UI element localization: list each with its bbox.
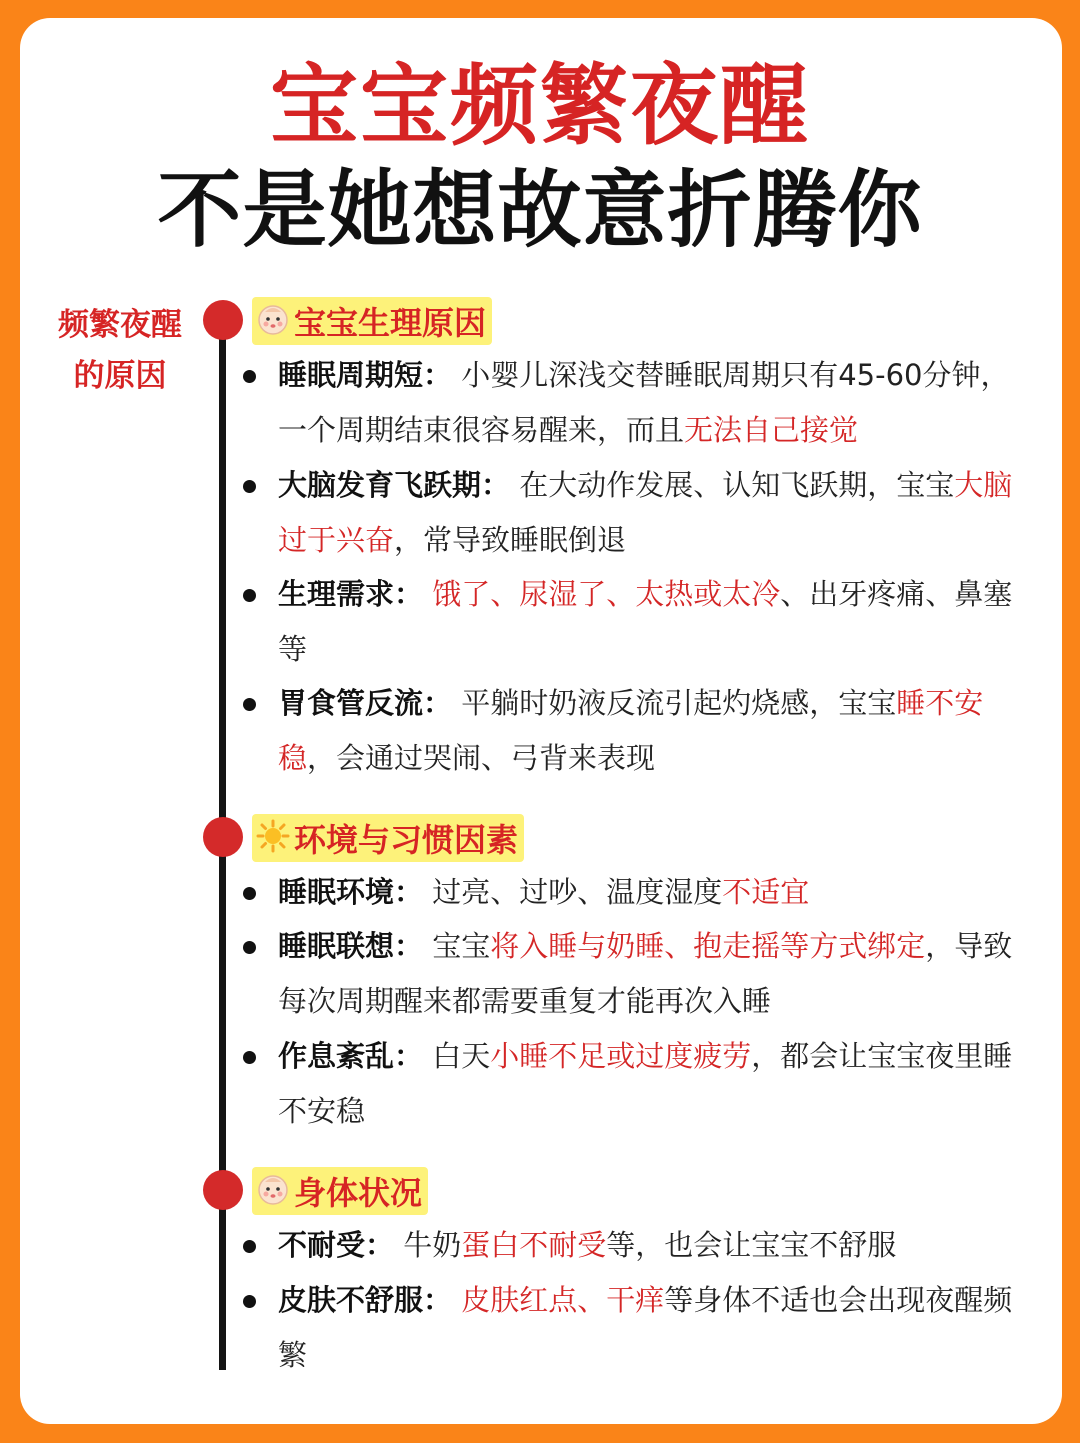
list-item [278, 1273, 1038, 1383]
section-title-label: 环境与习惯因素 [294, 821, 519, 859]
bullet-icon [243, 480, 256, 493]
item-text: 在大动作发展、认知飞跃期，宝宝 [519, 468, 955, 502]
list-item [278, 458, 1038, 568]
item-highlight: 皮肤红点、干痒 [461, 1283, 665, 1317]
bullet-icon [243, 887, 256, 900]
item-text: 过亮、过吵、温度湿度 [432, 875, 723, 909]
list-item [278, 1218, 1038, 1273]
item-highlight: 小睡不足或过度疲劳 [490, 1039, 752, 1073]
item-label: 胃食管反流： [278, 686, 453, 720]
timeline-dot [203, 817, 243, 857]
item-highlight: 饿了、尿湿了、太热或太冷 [432, 577, 781, 611]
item-label: 睡眠环境： [278, 875, 424, 909]
list-item [278, 567, 1038, 677]
item-label: 大脑发育飞跃期： [278, 468, 511, 502]
side-label-line1: 频繁夜醒 [58, 307, 182, 343]
item-text: 、出牙疼痛、鼻塞等 [278, 577, 1013, 666]
section-title [252, 297, 492, 345]
section-title-label: 身体状况 [294, 1174, 423, 1212]
item-text: 小婴儿深浅交替睡眠周期只有45-60分钟，一个周期结束很容易醒来，而且 [278, 358, 1010, 447]
section-title [252, 1167, 428, 1215]
item-highlight: 不适宜 [722, 875, 810, 909]
item-text: 白天 [432, 1039, 491, 1073]
item-label: 作息紊乱： [278, 1039, 424, 1073]
item-text: 等，也会让宝宝不舒服 [606, 1228, 897, 1262]
item-highlight: 睡不安稳 [278, 686, 984, 775]
item-label: 睡眠联想： [278, 929, 424, 963]
bullet-icon [243, 370, 256, 383]
bullet-icon [243, 1240, 256, 1253]
item-text: 等身体不适也会出现夜醒频繁 [278, 1283, 1013, 1372]
list-item [278, 676, 1038, 786]
item-text: 平躺时奶液反流引起灼烧感，宝宝 [461, 686, 897, 720]
item-text: ，导致每次周期醒来都需要重复才能再次入睡 [278, 929, 1013, 1018]
baby-face-icon [256, 302, 290, 340]
list-item [278, 919, 1038, 1029]
baby-face-icon [256, 1172, 290, 1210]
item-highlight: 无法自己接觉 [684, 413, 859, 447]
item-text: 宝宝 [432, 929, 491, 963]
item-label: 不耐受： [278, 1228, 395, 1262]
page-title-line1: 宝宝频繁夜醒 [269, 54, 810, 157]
list-item [278, 865, 1038, 920]
timeline-dot [203, 1170, 243, 1210]
list-item [278, 348, 1038, 458]
section-title [252, 814, 524, 862]
item-highlight: 将入睡与奶睡、抱走摇等方式绑定 [490, 929, 926, 963]
item-text: 牛奶 [403, 1228, 462, 1262]
item-text: ，常导致睡眠倒退 [394, 523, 627, 557]
item-highlight: 蛋白不耐受 [461, 1228, 607, 1262]
side-label-line2: 的原因 [73, 358, 167, 394]
item-highlight: 大脑过于兴奋 [278, 468, 1013, 557]
side-label [40, 300, 200, 402]
page-title-line2: 不是她想故意折腾你 [157, 161, 923, 259]
item-label: 皮肤不舒服： [278, 1283, 453, 1317]
bullet-icon [243, 698, 256, 711]
bullet-icon [243, 589, 256, 602]
item-text: ，会通过哭闹、弓背来表现 [307, 741, 656, 775]
sun-icon [256, 819, 290, 857]
bullet-icon [243, 1295, 256, 1308]
list-item [278, 1029, 1038, 1139]
item-label: 睡眠周期短： [278, 358, 453, 392]
bullet-icon [243, 941, 256, 954]
bullet-icon [243, 1051, 256, 1064]
item-text: ，都会让宝宝夜里睡不安稳 [278, 1039, 1013, 1128]
item-label: 生理需求： [278, 577, 424, 611]
section-title-label: 宝宝生理原因 [294, 304, 487, 342]
timeline-dot [203, 300, 243, 340]
